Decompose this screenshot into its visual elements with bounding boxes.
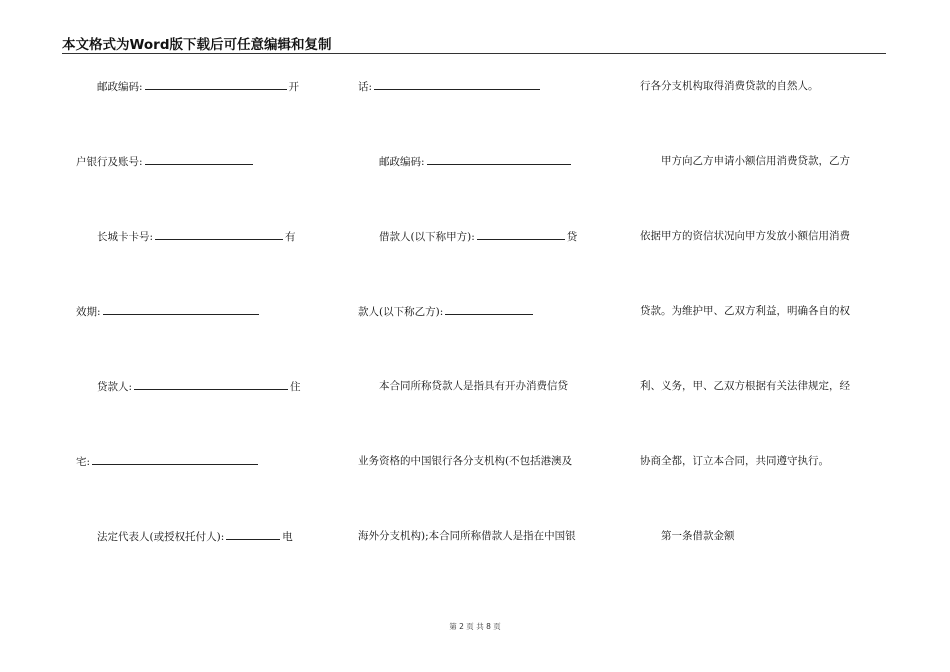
line-text: 邮政编码: xyxy=(97,81,143,93)
text-line xyxy=(76,378,339,394)
line-text: 话: xyxy=(358,81,373,93)
fill-in-blank xyxy=(427,153,571,165)
text-line xyxy=(358,378,621,394)
text-line xyxy=(358,303,600,319)
text-line xyxy=(76,303,318,319)
line-text: 业务资格的中国银行各分支机构(不包括港澳及 xyxy=(358,455,573,467)
text-line xyxy=(358,153,621,169)
line-text: 宅: xyxy=(76,456,91,468)
text-line xyxy=(640,228,882,244)
text-line xyxy=(76,78,339,94)
fill-in-blank xyxy=(477,228,565,240)
line-continuation: 开 xyxy=(288,81,300,93)
fill-in-blank xyxy=(226,528,280,540)
text-line xyxy=(358,453,600,469)
line-text: 协商全都，订立本合同，共同遵守执行。 xyxy=(640,455,829,467)
text-line xyxy=(358,528,600,544)
line-text: 效期: xyxy=(76,306,101,318)
text-line xyxy=(76,153,318,169)
text-line xyxy=(76,528,339,544)
text-line xyxy=(358,78,600,94)
text-line xyxy=(640,378,882,394)
line-text: 第一条借款金额 xyxy=(661,530,735,542)
fill-in-blank xyxy=(145,78,287,90)
document-header-title: 本文格式为Word版下载后可任意编辑和复制 xyxy=(62,37,332,53)
line-text: 行各分支机构取得消费贷款的自然人。 xyxy=(640,80,819,92)
text-line xyxy=(640,78,882,94)
text-line xyxy=(76,453,318,469)
line-text: 法定代表人(或授权托付人): xyxy=(97,531,225,543)
fill-in-blank xyxy=(103,303,259,315)
line-text: 利、义务，甲、乙双方根据有关法律规定，经 xyxy=(640,380,850,392)
line-text: 依据甲方的资信状况向甲方发放小额信用消费 xyxy=(640,230,850,242)
line-text: 甲方向乙方申请小额信用消费贷款，乙方 xyxy=(661,155,850,167)
fill-in-blank xyxy=(134,378,288,390)
line-text: 款人(以下称乙方): xyxy=(358,306,444,318)
line-continuation: 有 xyxy=(285,231,296,243)
line-continuation: 住 xyxy=(290,381,301,393)
fill-in-blank xyxy=(145,153,253,165)
text-line xyxy=(640,153,903,169)
text-line xyxy=(640,453,882,469)
line-continuation: 贷 xyxy=(566,231,578,243)
line-text: 贷款人: xyxy=(97,381,133,393)
header-divider xyxy=(62,53,886,54)
line-text: 长城卡卡号: xyxy=(97,231,154,243)
text-line xyxy=(640,303,882,319)
text-line xyxy=(76,228,339,244)
line-text: 本合同所称贷款人是指具有开办消费信贷 xyxy=(379,380,568,392)
line-text: 借款人(以下称甲方): xyxy=(379,231,475,243)
line-continuation: 电 xyxy=(282,531,293,543)
line-text: 海外分支机构);本合同所称借款人是指在中国银 xyxy=(358,530,576,542)
page-number: 第 2 页 共 8 页 xyxy=(449,622,501,631)
fill-in-blank xyxy=(155,228,283,240)
text-line xyxy=(358,228,621,244)
fill-in-blank xyxy=(92,453,258,465)
text-line xyxy=(640,528,903,544)
line-text: 邮政编码: xyxy=(379,156,425,168)
fill-in-blank xyxy=(374,78,540,90)
line-text: 贷款。为维护甲、乙双方利益，明确各自的权 xyxy=(640,305,850,317)
fill-in-blank xyxy=(445,303,533,315)
line-text: 户银行及账号: xyxy=(76,156,143,168)
